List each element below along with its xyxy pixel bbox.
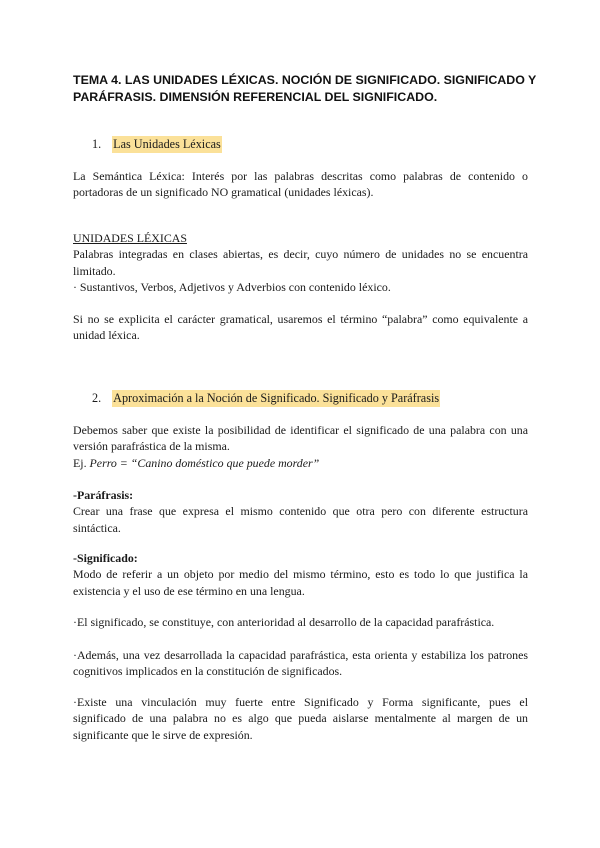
section-2-intro-line-2: versión parafrástica de la misma. — [73, 439, 230, 454]
point-3 — [73, 694, 528, 743]
example-prefix: Ej. — [73, 455, 87, 470]
title-line-2: PARÁFRASIS. DIMENSIÓN REFERENCIAL DEL SIGNIFICADO. — [73, 90, 438, 104]
significado-label: -Significado: — [73, 551, 138, 565]
section-1-note-line-1: Si no se explicita el carácter gramatical, usaremos el término “palabra” como equivalente a — [73, 312, 528, 326]
point-3-line-2: significado de una palabra no es algo que pueda aislarse mentalmente al margen de un — [73, 711, 528, 726]
point-2-line-1: ·Además, una vez desarrollada la capacidad parafrástica, esta orienta y estabiliza los patrones — [73, 648, 528, 662]
section-1-intro — [73, 168, 528, 201]
point-2-line-2: cognitivos implicados en la constitución de significados. — [73, 664, 343, 679]
significado-block — [73, 550, 528, 599]
point-3-line-3: significante que le sirve de expresión. — [73, 727, 253, 742]
section-2-heading — [92, 390, 440, 406]
lexical-units-subheading: UNIDADES LÉXICAS — [73, 231, 187, 245]
parafrasis-label: -Paráfrasis: — [73, 488, 134, 502]
section-2-intro-line-1: Debemos saber que existe la posibilidad de identificar el significado de una palabra con una — [73, 423, 528, 437]
section-2-intro — [73, 422, 528, 471]
section-1-heading — [92, 136, 222, 152]
lexical-units-block — [73, 230, 528, 295]
section-2-heading-text: Aproximación a la Noción de Significado. Significado y Paráfrasis — [113, 391, 440, 405]
lexical-units-def-line-2: limitado. — [73, 263, 116, 278]
lexical-units-bullet: · Sustantivos, Verbos, Adjetivos y Adverbios con contenido léxico. — [73, 279, 391, 294]
point-2 — [73, 647, 528, 680]
lexical-units-def-line-1: Palabras integradas en clases abiertas, es decir, cuyo número de unidades no se encuentra — [73, 247, 528, 262]
parafrasis-line-2: sintáctica. — [73, 520, 121, 535]
document-title — [73, 72, 537, 106]
point-3-line-1: ·Existe una vinculación muy fuerte entre Significado y Forma significante, pues el — [73, 695, 528, 709]
section-1-number: 1. — [92, 137, 102, 151]
significado-line-2: existencia y el uso de ese término en una lengua. — [73, 583, 305, 598]
point-1 — [73, 614, 528, 630]
significado-line-1: Modo de referir a un objeto por medio del mismo término, esto es todo lo que justifica la — [73, 567, 528, 582]
section-1-note-line-2: unidad léxica. — [73, 328, 140, 343]
section-2-number: 2. — [92, 391, 102, 405]
point-1-text: ·El significado, se constituye, con anterioridad al desarrollo de la capacidad parafrástica. — [73, 615, 495, 629]
example-text: Perro = “Canino doméstico que puede morder” — [89, 455, 320, 470]
parafrasis-line-1: Crear una frase que expresa el mismo contenido que otra pero con diferente estructura — [73, 504, 528, 519]
section-1-note — [73, 311, 528, 344]
example-line — [73, 455, 528, 471]
section-1-heading-text: Las Unidades Léxicas — [113, 137, 221, 151]
parafrasis-block — [73, 487, 528, 536]
section-1-intro-line-1: La Semántica Léxica: Interés por las palabras descritas como palabras de contenido o — [73, 169, 528, 183]
title-line-1: TEMA 4. LAS UNIDADES LÉXICAS. NOCIÓN DE SIGNIFICADO. SIGNIFICADO Y — [73, 73, 537, 87]
section-1-intro-line-2: portadoras de un significado NO gramatical (unidades léxicas). — [73, 185, 374, 200]
